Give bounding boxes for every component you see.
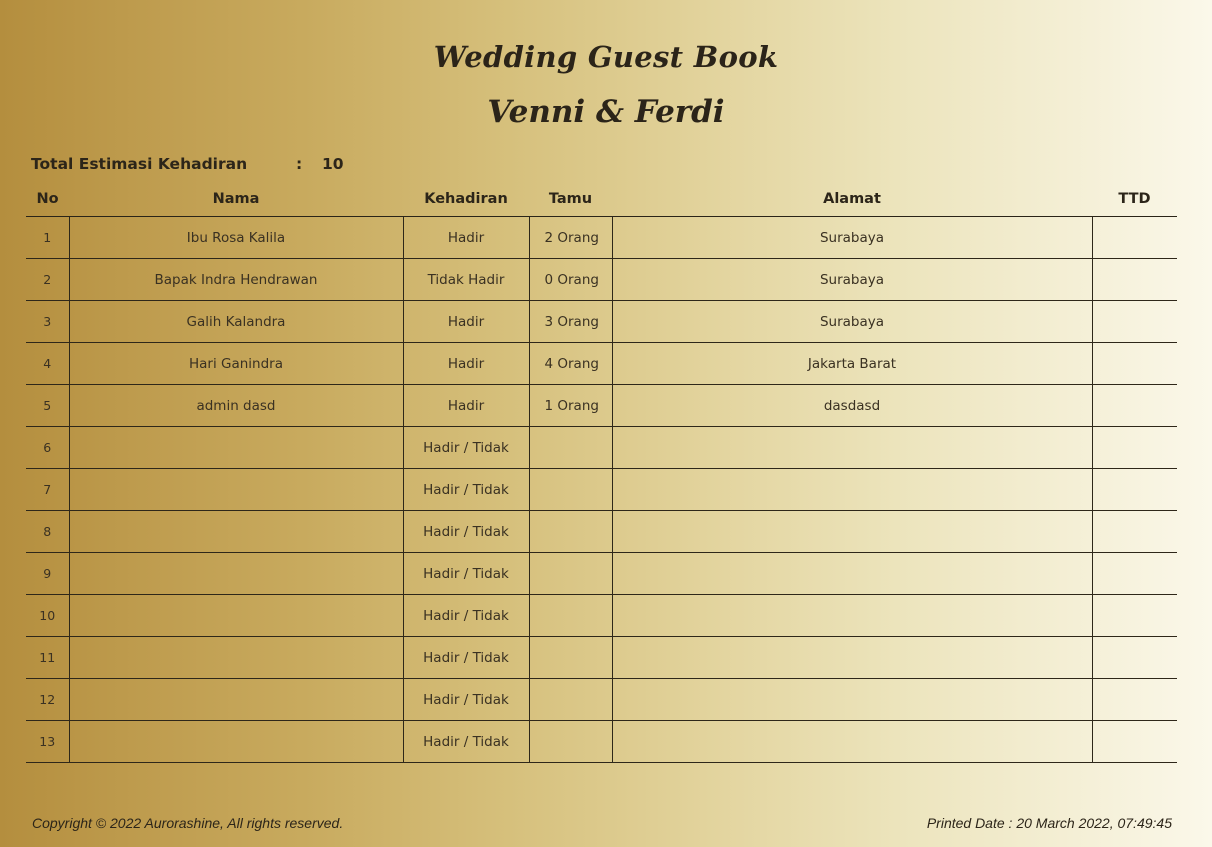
cell-alamat: Surabaya [612, 301, 1092, 343]
cell-kehadiran: Hadir [403, 385, 529, 427]
cell-no: 7 [26, 469, 69, 511]
cell-ttd [1092, 385, 1177, 427]
cell-tamu: 3 Orang [529, 301, 612, 343]
column-header-kehadiran: Kehadiran [403, 182, 529, 217]
cell-nama: admin dasd [69, 385, 403, 427]
cell-alamat: Surabaya [612, 217, 1092, 259]
cell-nama [69, 721, 403, 763]
cell-tamu [529, 595, 612, 637]
cell-kehadiran: Hadir / Tidak [403, 511, 529, 553]
cell-alamat [612, 511, 1092, 553]
summary-label: Total Estimasi Kehadiran [31, 155, 248, 173]
table-row [26, 721, 1177, 763]
cell-alamat: Jakarta Barat [612, 343, 1092, 385]
cell-ttd [1092, 301, 1177, 343]
cell-no: 1 [26, 217, 69, 259]
cell-kehadiran: Hadir [403, 217, 529, 259]
table-row [26, 385, 1177, 427]
cell-nama [69, 637, 403, 679]
cell-kehadiran: Hadir / Tidak [403, 679, 529, 721]
column-header-alamat: Alamat [612, 182, 1092, 217]
cell-no: 13 [26, 721, 69, 763]
summary-colon: : [296, 155, 303, 173]
cell-no: 6 [26, 427, 69, 469]
attendance-summary [31, 155, 344, 173]
cell-nama: Bapak Indra Hendrawan [69, 259, 403, 301]
cell-alamat [612, 553, 1092, 595]
cell-nama [69, 427, 403, 469]
cell-ttd [1092, 343, 1177, 385]
column-header-tamu: Tamu [529, 182, 612, 217]
cell-ttd [1092, 553, 1177, 595]
cell-tamu: 2 Orang [529, 217, 612, 259]
cell-nama: Ibu Rosa Kalila [69, 217, 403, 259]
cell-ttd [1092, 217, 1177, 259]
cell-nama: Hari Ganindra [69, 343, 403, 385]
cell-no: 9 [26, 553, 69, 595]
cell-alamat: Surabaya [612, 259, 1092, 301]
cell-no: 5 [26, 385, 69, 427]
cell-alamat [612, 595, 1092, 637]
cell-tamu [529, 427, 612, 469]
cell-ttd [1092, 679, 1177, 721]
copyright-text: Copyright © 2022 Aurorashine, All rights reserved. [32, 815, 344, 831]
cell-no: 2 [26, 259, 69, 301]
cell-tamu: 4 Orang [529, 343, 612, 385]
cell-kehadiran: Tidak Hadir [403, 259, 529, 301]
cell-nama [69, 469, 403, 511]
cell-nama [69, 595, 403, 637]
column-header-no: No [26, 182, 69, 217]
cell-tamu: 0 Orang [529, 259, 612, 301]
table-row [26, 343, 1177, 385]
cell-tamu: 1 Orang [529, 385, 612, 427]
cell-tamu [529, 637, 612, 679]
cell-nama: Galih Kalandra [69, 301, 403, 343]
cell-nama [69, 553, 403, 595]
cell-alamat [612, 721, 1092, 763]
cell-tamu [529, 679, 612, 721]
cell-no: 8 [26, 511, 69, 553]
cell-kehadiran: Hadir / Tidak [403, 637, 529, 679]
guest-table [26, 182, 1177, 763]
cell-kehadiran: Hadir / Tidak [403, 469, 529, 511]
summary-value: 10 [322, 155, 344, 173]
table-row [26, 259, 1177, 301]
table-row [26, 679, 1177, 721]
cell-ttd [1092, 511, 1177, 553]
page-title: Wedding Guest Book [433, 40, 779, 74]
cell-kehadiran: Hadir [403, 301, 529, 343]
couple-names: Venni & Ferdi [487, 94, 725, 130]
cell-alamat: dasdasd [612, 385, 1092, 427]
cell-kehadiran: Hadir / Tidak [403, 721, 529, 763]
cell-alamat [612, 427, 1092, 469]
cell-alamat [612, 637, 1092, 679]
column-header-ttd: TTD [1092, 182, 1177, 217]
table-row [26, 637, 1177, 679]
guest-table-body [26, 217, 1177, 763]
cell-kehadiran: Hadir / Tidak [403, 595, 529, 637]
cell-kehadiran: Hadir [403, 343, 529, 385]
cell-no: 4 [26, 343, 69, 385]
cell-ttd [1092, 595, 1177, 637]
cell-kehadiran: Hadir / Tidak [403, 427, 529, 469]
cell-ttd [1092, 637, 1177, 679]
table-row [26, 427, 1177, 469]
table-row [26, 511, 1177, 553]
table-header-row [26, 182, 1177, 217]
cell-alamat [612, 469, 1092, 511]
cell-ttd [1092, 427, 1177, 469]
table-row [26, 469, 1177, 511]
cell-ttd [1092, 259, 1177, 301]
table-row [26, 217, 1177, 259]
cell-tamu [529, 721, 612, 763]
cell-nama [69, 511, 403, 553]
cell-no: 3 [26, 301, 69, 343]
cell-ttd [1092, 469, 1177, 511]
cell-tamu [529, 511, 612, 553]
printed-date: Printed Date : 20 March 2022, 07:49:45 [926, 815, 1172, 831]
cell-nama [69, 679, 403, 721]
cell-tamu [529, 553, 612, 595]
table-row [26, 595, 1177, 637]
table-row [26, 553, 1177, 595]
column-header-nama: Nama [69, 182, 403, 217]
cell-ttd [1092, 721, 1177, 763]
cell-no: 12 [26, 679, 69, 721]
cell-alamat [612, 679, 1092, 721]
cell-tamu [529, 469, 612, 511]
cell-no: 10 [26, 595, 69, 637]
cell-kehadiran: Hadir / Tidak [403, 553, 529, 595]
cell-no: 11 [26, 637, 69, 679]
table-row [26, 301, 1177, 343]
